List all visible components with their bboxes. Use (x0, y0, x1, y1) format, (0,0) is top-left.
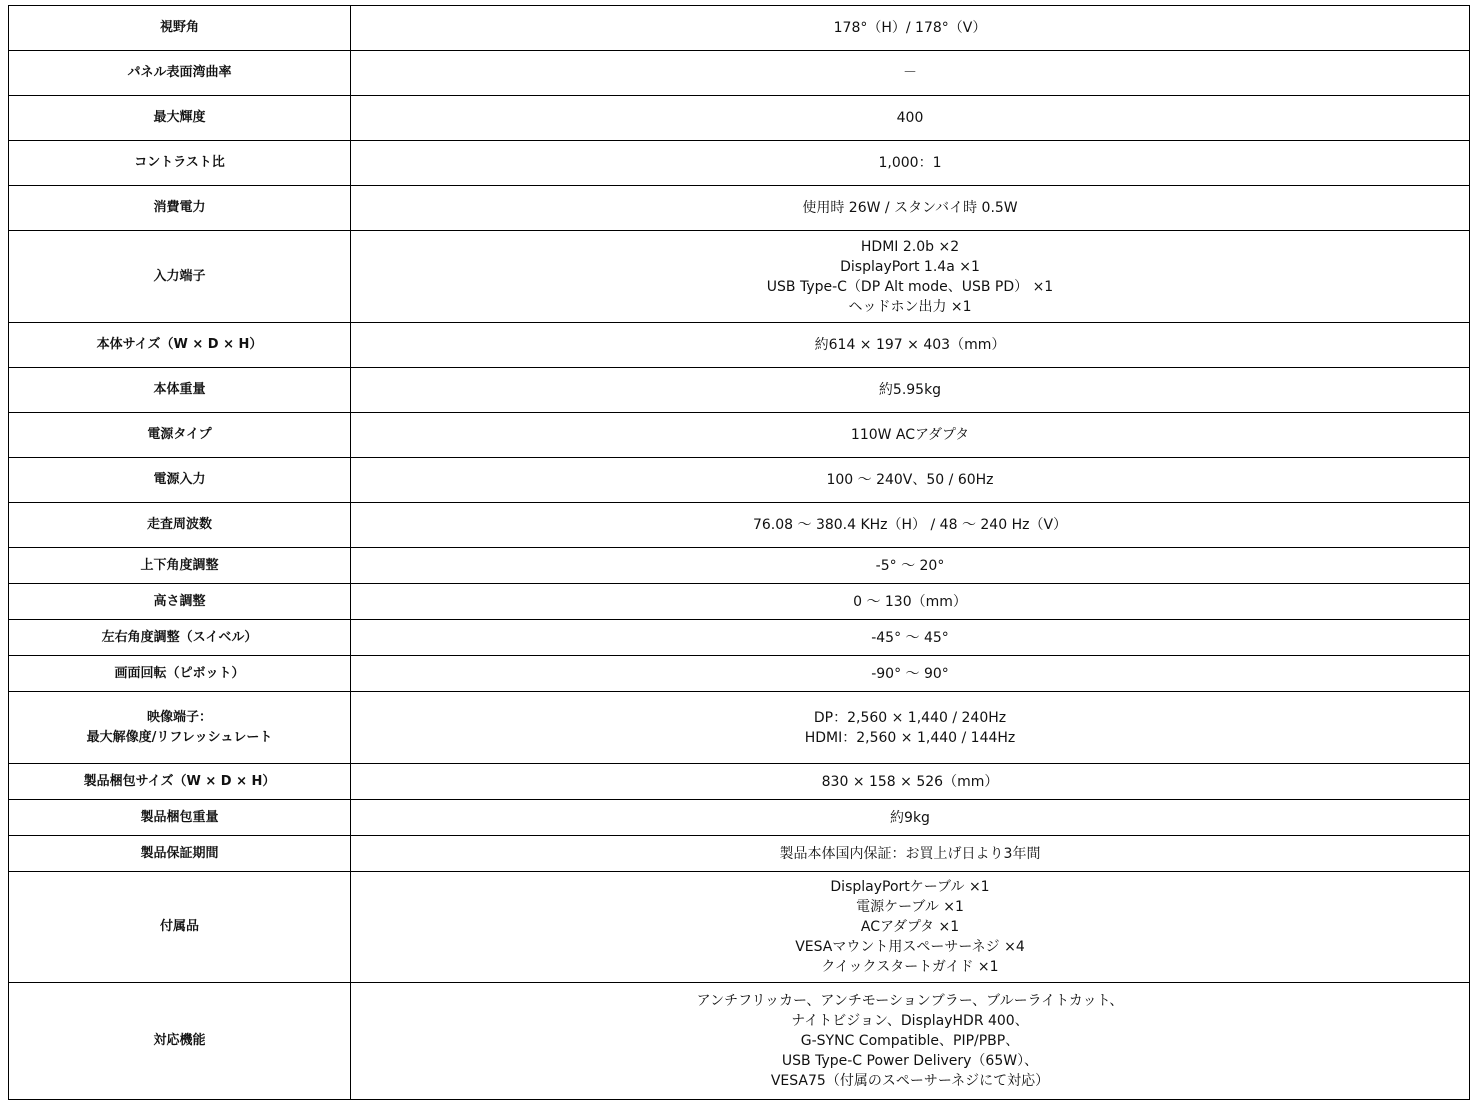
spec-label-cell (9, 584, 351, 620)
spec-value-cell (351, 141, 1470, 186)
spec-label-cell (9, 51, 351, 96)
spec-label-cell (9, 458, 351, 503)
spec-label-cell (9, 503, 351, 548)
spec-label-text: 本体重量 (153, 382, 206, 397)
spec-label-cell (9, 141, 351, 186)
spec-label-cell (9, 323, 351, 368)
spec-row (9, 458, 1470, 503)
spec-value-text: VESA75（付属のスペーサーネジにて対応） (770, 1073, 1050, 1089)
spec-value-text: ナイトビジョン、DisplayHDR 400、 (791, 1013, 1029, 1029)
spec-value-cell (351, 186, 1470, 231)
spec-value-text: 830 × 158 × 526（mm） (821, 773, 999, 790)
spec-label-text: 電源タイプ (147, 427, 212, 442)
spec-row (9, 800, 1470, 836)
spec-value-text: USB Type-C（DP Alt mode、USB PD） ×1 (766, 278, 1054, 295)
spec-value-cell (351, 6, 1470, 51)
spec-label-cell (9, 548, 351, 584)
spec-label-text: 左右角度調整（スイベル） (101, 629, 258, 645)
spec-value-cell (351, 983, 1470, 1100)
spec-label-text: 視野角 (159, 20, 199, 35)
spec-label-cell (9, 656, 351, 692)
spec-label-cell (9, 872, 351, 983)
spec-value-cell (351, 620, 1470, 656)
spec-value-text: 1,000：1 (878, 155, 942, 171)
spec-value-cell (351, 584, 1470, 620)
spec-value-text: DP：2,560 × 1,440 / 240Hz (813, 709, 1007, 726)
spec-row (9, 6, 1470, 51)
spec-value-text: 製品本体国内保証：お買上げ日より3年間 (779, 845, 1041, 862)
spec-label-text: 高さ調整 (153, 593, 206, 609)
spec-value-text: アンチフリッカー、アンチモーションブラー、ブルーライトカット、 (696, 993, 1124, 1009)
spec-value-text: 100 ～ 240V、50 / 60Hz (826, 472, 994, 488)
spec-label-cell (9, 6, 351, 51)
spec-label-text: 本体サイズ（W × D × H） (96, 337, 263, 352)
spec-row (9, 872, 1470, 983)
spec-value-cell (351, 764, 1470, 800)
spec-value-cell (351, 503, 1470, 548)
spec-value-cell (351, 836, 1470, 872)
spec-value-text: 400 (896, 110, 924, 126)
spec-label-text: 電源入力 (153, 472, 206, 487)
spec-label-cell (9, 836, 351, 872)
spec-label-text: 画面回転（ピボット） (114, 665, 245, 681)
spec-value-text: 約5.95kg (878, 382, 942, 398)
spec-value-cell (351, 323, 1470, 368)
spec-row (9, 764, 1470, 800)
spec-value-cell (351, 368, 1470, 413)
spec-value-cell (351, 656, 1470, 692)
spec-value-cell (351, 51, 1470, 96)
spec-value-cell (351, 96, 1470, 141)
spec-value-cell (351, 692, 1470, 764)
spec-label-cell (9, 620, 351, 656)
spec-label-cell (9, 764, 351, 800)
spec-value-cell (351, 800, 1470, 836)
spec-label-cell (9, 96, 351, 141)
spec-row (9, 548, 1470, 584)
spec-row (9, 368, 1470, 413)
spec-label-cell (9, 186, 351, 231)
spec-label-text: 製品梱包重量 (140, 809, 219, 825)
spec-label-text: 上下角度調整 (140, 557, 219, 573)
spec-value-text: － (903, 65, 917, 81)
spec-value-text: 約614 × 197 × 403（mm） (814, 337, 1006, 353)
spec-row (9, 692, 1470, 764)
spec-value-text: 電源ケーブル ×1 (856, 899, 964, 915)
spec-value-text: -5° ～ 20° (875, 557, 945, 574)
spec-label-text: 消費電力 (153, 200, 206, 215)
spec-label-cell (9, 983, 351, 1100)
spec-value-cell (351, 413, 1470, 458)
spec-value-text: ACアダプタ ×1 (860, 919, 960, 935)
spec-row (9, 503, 1470, 548)
spec-label-cell (9, 413, 351, 458)
spec-value-cell (351, 458, 1470, 503)
spec-value-text: DisplayPortケーブル ×1 (830, 879, 990, 895)
spec-value-text: クイックスタートガイド ×1 (821, 959, 999, 975)
spec-value-text: DisplayPort 1.4a ×1 (840, 258, 980, 275)
spec-value-text: USB Type-C Power Delivery（65W）、 (781, 1053, 1039, 1069)
spec-row (9, 141, 1470, 186)
spec-row (9, 51, 1470, 96)
spec-value-cell (351, 231, 1470, 323)
spec-value-text: G-SYNC Compatible、PIP/PBP、 (800, 1033, 1020, 1049)
spec-label-cell (9, 231, 351, 323)
spec-label-text: 製品梱包サイズ（W × D × H） (83, 773, 276, 789)
spec-row (9, 413, 1470, 458)
spec-value-text: ヘッドホン出力 ×1 (848, 298, 972, 315)
spec-value-text: VESAマウント用スペーサーネジ ×4 (795, 939, 1025, 955)
spec-row (9, 836, 1470, 872)
spec-label-text: コントラスト比 (134, 155, 225, 170)
spec-value-cell (351, 548, 1470, 584)
spec-value-text: 使用時 26W / スタンバイ時 0.5W (802, 200, 1018, 216)
spec-row (9, 231, 1470, 323)
spec-row (9, 323, 1470, 368)
spec-label-text: 対応機能 (153, 1033, 206, 1048)
spec-value-text: HDMI：2,560 × 1,440 / 144Hz (804, 729, 1016, 746)
spec-row (9, 620, 1470, 656)
spec-label-cell (9, 692, 351, 764)
spec-label-text: 付属品 (159, 919, 199, 934)
spec-table (8, 5, 1470, 1100)
spec-label-text: 製品保証期間 (140, 845, 219, 861)
spec-row (9, 983, 1470, 1100)
spec-label-cell (9, 368, 351, 413)
spec-value-text: 76.08 ～ 380.4 KHz（H） / 48 ～ 240 Hz（V） (752, 517, 1068, 533)
spec-value-text: 178°（H）/ 178°（V） (833, 20, 987, 36)
spec-label-text: 走査周波数 (146, 517, 212, 532)
spec-row (9, 186, 1470, 231)
spec-value-text: 0 ～ 130（mm） (853, 593, 967, 610)
spec-label-cell (9, 800, 351, 836)
spec-label-text: 最大輝度 (153, 110, 206, 125)
spec-value-text: -45° ～ 45° (871, 629, 949, 646)
spec-row (9, 96, 1470, 141)
spec-label-text: 最大解像度/リフレッシュレート (86, 729, 273, 745)
spec-label-text: パネル表面湾曲率 (127, 65, 232, 80)
spec-value-text: HDMI 2.0b ×2 (860, 238, 960, 255)
spec-value-text: 110W ACアダプタ (850, 427, 970, 443)
spec-value-text: 約9kg (890, 809, 930, 826)
spec-table-body (9, 6, 1470, 1100)
spec-value-cell (351, 872, 1470, 983)
spec-label-text: 映像端子： (146, 709, 212, 725)
spec-label-text: 入力端子 (153, 268, 206, 284)
spec-row (9, 584, 1470, 620)
spec-row (9, 656, 1470, 692)
spec-value-text: -90° ～ 90° (871, 665, 949, 682)
